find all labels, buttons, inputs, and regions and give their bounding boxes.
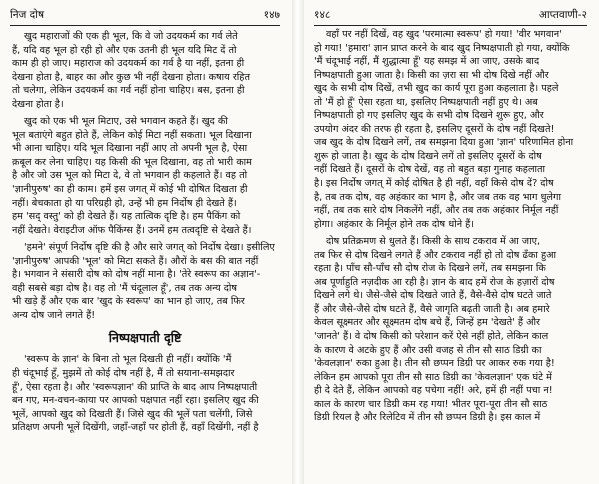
text-line: उपयोग अंदर की तरफ ही रहता है, इसलिए दूसरों के दोष नहीं दिखते! xyxy=(314,123,555,135)
text-line: अब पूर्णाहुति नज़दीक आ रही है। ज्ञान के बाद हमें रोज के हज़ारों दोष xyxy=(314,276,555,288)
text-line: देखना होता है। xyxy=(12,98,64,110)
text-line: निष्पक्षपाती हो गए इसलिए खुद के सभी दोष दिखने शुरू हुए, और xyxy=(314,110,544,122)
paragraph xyxy=(12,353,278,434)
page-number: १४८ xyxy=(314,9,331,21)
text-line: हैं, यदि वह भूल हो रही हो और एक उतनी ही भूल यदि मिट दें तो xyxy=(12,44,237,56)
text-line: 'जानते' हैं। वे दोष किसी को परेशान करें ऐसे नहीं होते, लेकिन काल xyxy=(314,331,549,343)
text-line: जब खुद के दोष दिखने लगें, तब समझना दिया हुआ 'ज्ञान' परिणामित होना xyxy=(314,137,574,149)
chapter-title: निज दोष xyxy=(10,9,45,21)
text-line: ही चंदूभाई हूँ, मुझमें तो कोई दोष नहीं है, मैं तो सयाना-समझदार xyxy=(12,368,235,380)
text-line: नहीं। बेचकाता हो या परिग्रही हो, उन्हें भी हम निर्दोष ही देखते हैं। xyxy=(12,197,237,209)
paragraph xyxy=(12,241,278,322)
text-line: लेकिन हम आपको पूरा तीन सौ साठ डिग्री का 'केवलज्ञान' एक घंटे में xyxy=(314,371,552,383)
book-gutter xyxy=(292,0,304,484)
book-title: आप्तवाणी-२ xyxy=(538,9,587,21)
text-line: केवल सूक्ष्मतर और सूक्ष्मतम दोष बचे हैं, जिन्हें हम 'देखते' हैं और xyxy=(314,317,541,329)
text-line: रहता है। पाँच सौ-पाँच सौ दोष रोज के दिखने लगें, तब समझना कि xyxy=(314,263,546,275)
text-line: तो 'मैं हो हूँ' ऐसा रहता था, इसलिए निष्पक्षपाती नहीं हुए थे। अब xyxy=(314,96,538,108)
text-line: हम 'सद् वस्तु' को ही देखते हैं। यह तात्विक दृष्टि है। हम पैकिंग को xyxy=(12,211,241,223)
text-line: खुद के सभी दोष दिखें, तभी खुद का कार्य पूरा हुआ कहलाता है। पहले xyxy=(314,83,559,95)
paragraph xyxy=(12,30,278,111)
text-line: के कारण वे अटके हुए हैं और उसी वजह से तीन सौ साठ डिग्री का xyxy=(314,344,542,356)
text-line: भूलें, आपको खुद को दिखती हैं। जिसे खुद की भूलें पता चलेंगी, जिसे xyxy=(12,408,253,420)
text-line: डिग्री रियल है और रिलेटिव में तीन सौ छप्पन डिग्री है। इस काल में xyxy=(314,412,541,424)
text-line: हूँ', ऐसा रहता है। और 'स्वरूपज्ञान' की प्राप्ति के बाद आप निष्पक्षपाती xyxy=(12,381,258,393)
text-line: हैं और जैसे-जैसे दोष घटते हैं, वैसे जागृति बढ़ती जाती है। अब हमारे xyxy=(314,303,550,315)
page-number: १४७ xyxy=(263,9,280,21)
text-line: अन्य दोष जाने लगते हैं! xyxy=(12,309,96,321)
text-line: है। भगवान ने संसारी दोष को दोष नहीं माना है। 'तेरे स्वरूप का अज्ञान'- xyxy=(12,269,261,281)
header-rule xyxy=(314,25,587,26)
text-line: नहीं दिखते हैं। दूसरों के दोष देखें, वह तो बहुत बड़ा गुनाह कहलाता xyxy=(314,164,546,176)
paragraph xyxy=(314,28,587,231)
paragraph xyxy=(314,235,587,425)
text-line: भी आना चाहिए। यदि भूल दिखाना नहीं आए तो अपनी भूल है, ऐसा xyxy=(12,143,248,155)
paragraph xyxy=(12,115,278,237)
text-line: क़बूल कर लेना चाहिए। यह किसी की भूल दिखाना, वह तो भारी काम xyxy=(12,156,252,168)
text-line: है और जो उस भूल को मिटा दे, वे तो भगवान ही कहलाते हैं। वह तो xyxy=(12,170,248,182)
text-line: वही सबसे बड़ा दोष है। वह तो 'मैं चंदूलाल हूँ', तब तक अन्य दोष xyxy=(12,282,237,294)
text-line: खुद महाराजों की एक ही भूल, कि वे जो उदयकर्म का गर्व लेते xyxy=(24,31,238,42)
text-line: 'मैं चंदूभाई नहीं, मैं शुद्धात्मा हूँ' यह समझ में आ जाए, उसके बाद xyxy=(314,56,540,68)
text-line: दोष प्रतिक्रमण से धुलते हैं। किसी के साथ टकराव में आ जाए, xyxy=(326,236,541,248)
text-line: तो चलेगा, लेकिन उदयकर्म का गर्व नहीं होना चाहिए। बस, इतना ही xyxy=(12,85,245,97)
text-line: तब फिर से दोष दिखने लगते हैं और टकराव नहीं हो तो दोष ढँका हुआ xyxy=(314,249,557,261)
text-line: काम ही हो जाए। महाराज को उदयकर्म का गर्व है या नहीं, इतना ही xyxy=(12,58,245,70)
text-line: ही दे देते हैं, लेकिन आपको वह पचेगा नहीं! अरे, हमें ही नहीं पचा न! xyxy=(314,385,553,397)
text-line: है। इस निर्दोष जगत् में कोई दोषित है ही नहीं, वहाँ किसे दोष दें? दोष xyxy=(314,178,554,190)
text-line: प्रतिक्षण अपनी भूलें दिखेंगी, जहाँ-जहाँ पर होती हैं, वहाँ दिखेंगी, नहीं है xyxy=(12,422,259,434)
text-line: वहाँ पर नहीं दिखें, वह खुद 'परमात्मा स्वरूप' हो गया! 'वीर भगवान' xyxy=(326,29,562,40)
text-line: शुरू हो जाता है। खुद के दोष दिखने लगें तो इसलिए दूसरों के दोष xyxy=(314,150,542,162)
text-line: 'केवलज्ञान' रुका हुआ है। तीन सौ छप्पन डिग्री पर आकर रुक गया है! xyxy=(314,358,555,370)
text-line: 'स्वरूप के ज्ञान' के बिना तो भूल दिखती ही नहीं। क्योंकि 'मैं xyxy=(24,354,232,366)
text-line: 'ज्ञानीपुरुष' का ही काम। हमें इस जगत् में कोई भी दोषित दिखता ही xyxy=(12,184,248,196)
text-line: काल के कारण चार डिग्री कम रह गया! भीतर पूरा-पूरा तीन सौ साठ xyxy=(314,398,548,410)
right-page-header xyxy=(314,6,587,24)
text-line: हो गया! 'हमारा' ज्ञान प्राप्त करने के बाद खुद निष्पक्षपाती हो गया, क्योंकि xyxy=(314,42,570,54)
text-line: दिखने लगे थे। जैसे-जैसे दोष दिखते जाते हैं, वैसे-वैसे दोष घटते जाते xyxy=(314,290,552,302)
left-page xyxy=(0,0,292,484)
text-line: बन गए, मन-वचन-काया पर आपको पक्षपात नहीं रहा। इसलिए खुद की xyxy=(12,395,259,407)
text-line: होगा। अहंकार के निर्मूल होने तक दोष धोने हैं। xyxy=(314,218,474,230)
text-line: नहीं देखते। वेराइटीज ऑफ पैकिंग्स हैं। उनमें हम तत्वदृष्टि से देखते हैं। xyxy=(12,224,252,236)
left-page-body xyxy=(12,30,278,439)
right-page xyxy=(304,0,599,484)
text-line: नहीं, तब तक सारे दोष निकलेंगे नहीं, और तब तक अहंकार निर्मूल नहीं xyxy=(314,205,559,217)
right-page-body xyxy=(314,28,587,429)
text-line: है, तब तक दोष, वह अहंकार का भाग है, और जब तक वह भाग धुलेगा xyxy=(314,191,561,203)
text-line: भी खड़े हैं और एक बार 'खुद के स्वरूप' का भान हो जाए, तब फिर xyxy=(12,296,245,308)
text-line: देखना होता है, बाहर का और कुछ भी नहीं देखना होता। कषाय रहित xyxy=(12,71,250,83)
text-line: 'ज्ञानीपुरुष' आपकी 'भूल' को मिटा सकते हैं। औरों के बस की बात नहीं xyxy=(12,255,259,267)
text-line: 'हमने' संपूर्ण निर्दोष दृष्टि की है और सारे जगत् को निर्दोष देखा। इसीलिए xyxy=(24,242,275,254)
header-rule xyxy=(10,25,280,26)
left-page-header xyxy=(10,6,280,24)
section-heading: निष्पक्षपाती दृष्टि xyxy=(108,330,182,346)
text-line: भूल बताएंगे बहुत होते हैं, लेकिन कोई मिटा नहीं सकता। भूल दिखाना xyxy=(12,129,252,141)
text-line: निष्पक्षपाती हुआ जाता है। किसी का ज़रा सा भी दोष दिखे नहीं और xyxy=(314,69,549,81)
text-line: खुद को एक भी भूल मिटाए, उसे भगवान कहते हैं। खुद की xyxy=(24,116,228,128)
